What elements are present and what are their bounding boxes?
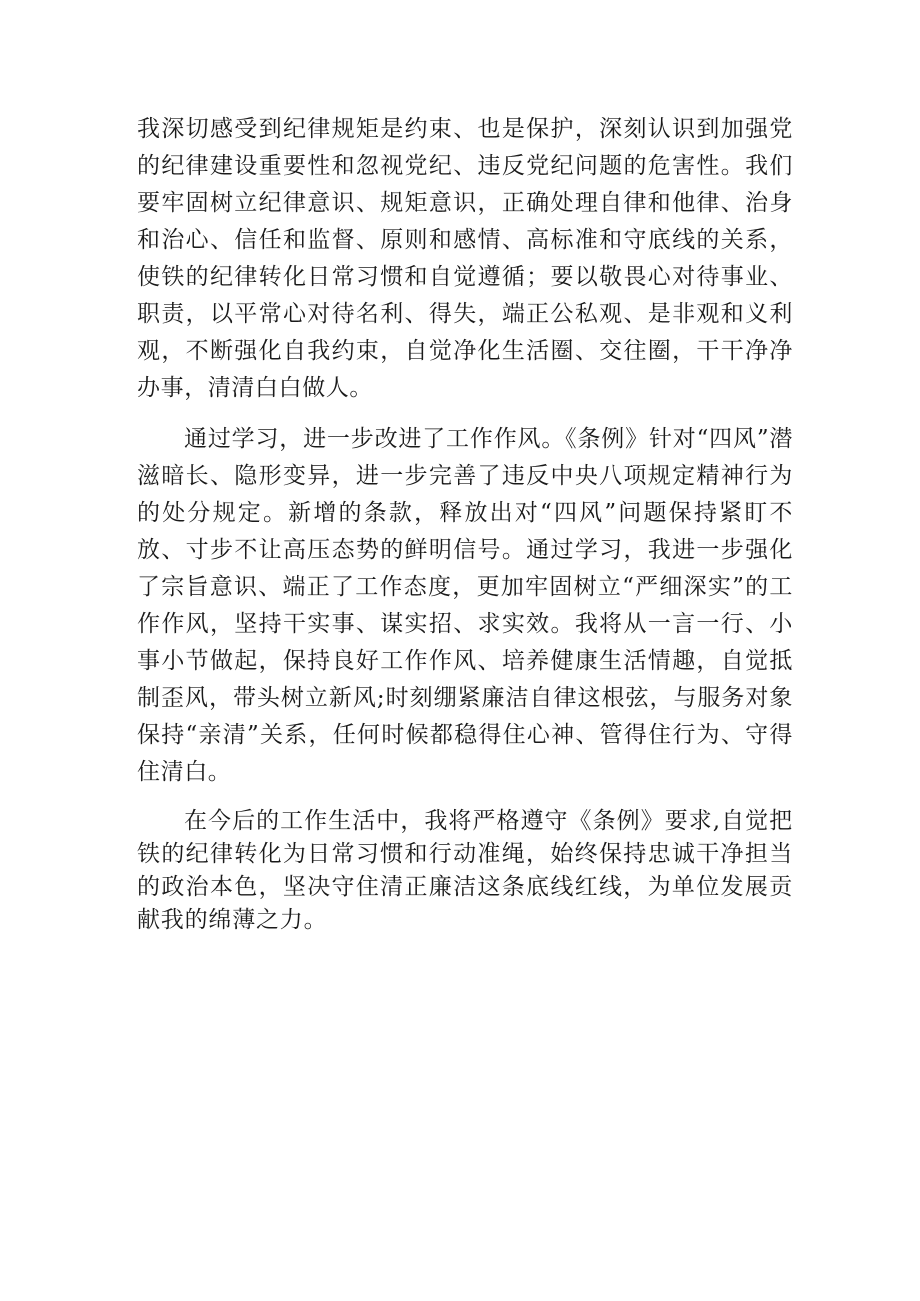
paragraph-future-commitment: 在今后的工作生活中，我将严格遵守《条例》要求,自觉把铁的纪律转化为日常习惯和行动准绳，始终保持忠诚干净担当的政治本色，坚决守住清正廉洁这条底线红线，为单位发展贡献我的绵薄之力。 (137, 808, 793, 933)
paragraph-discipline: 我深切感受到纪律规矩是约束、也是保护，深刻认识到加强党的纪律建设重要性和忽视党纪、违反党纪问题的危害性。我们要牢固树立纪律意识、规矩意识，正确处理自律和他律、治身和治心、信任和监督、原则和感情、高标准和守底线的关系，使铁的纪律转化日常习惯和自觉遵循；要以敬畏心对待事业、职责，以平常心对待名利、得失，端正公私观、是非观和义利观，不断强化自我约束，自觉净化生活圈、交往圈，干干净净办事，清清白白做人。 (137, 116, 793, 401)
paragraph-work-style: 通过学习，进一步改进了工作作风。《条例》针对“四风”潜滋暗长、隐形变异，进一步完善了违反中央八项规定精神行为的处分规定。新增的条款，释放出对“四风”问题保持紧盯不放、寸步不让高压态势的鲜明信号。通过学习，我进一步强化了宗旨意识、端正了工作态度，更加牢固树立“严细深实”的工作作风，坚持干实事、谋实招、求实效。我将从一言一行、小事小节做起，保持良好工作作风、培养健康生活情趣，自觉抵制歪风，带头树立新风;时刻绷紧廉洁自律这根弦，与服务对象保持“亲清”关系，任何时候都稳得住心神、管得住行为、守得住清白。 (137, 426, 793, 785)
document-body (137, 111, 793, 951)
